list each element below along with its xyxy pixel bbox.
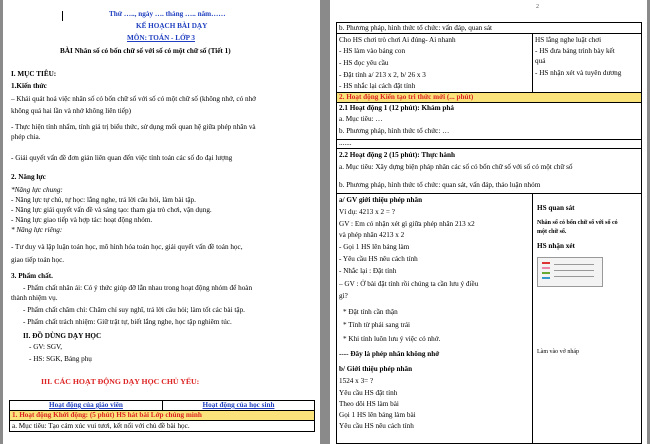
teacher-content: - Gọi 1 HS lên bảng làm [339,243,410,251]
competence-line: - Tư duy và lập luận toán học, mô hình hóa toán học, giải quyết vấn đề toán học, [11,243,243,251]
text-cursor [62,11,63,21]
teacher-step: - HS làm vào bảng con [339,47,406,55]
teacher-content: * Tính từ phải sang trái [343,321,411,329]
teacher-content: Gọi 1 HS lên bảng làm bài [339,411,416,419]
materials-line: - HS: SGK, Bảng phụ [29,355,92,363]
page-number: 2 [536,4,539,10]
teacher-content: Yêu cầu HS đặt tính [339,389,398,397]
header-title: KẾ HOẠCH BÀI DẠY [136,22,208,30]
teacher-content: 1524 x 3= ? [339,377,374,385]
student-content: HS nhận xét [537,242,575,250]
teacher-content: - Yêu cầu HS nêu cách tính [339,255,418,263]
worksheet-thumbnail [537,257,603,287]
activity-2-2-objective: a. Mục tiêu: Xây dựng biện pháp nhân các số có bốn chữ số với số có một chữ số [339,163,573,171]
student-content: Làm vào vở nháp [537,349,579,355]
activity-2-2-title: 2.2 Hoạt động 2 (15 phút): Thực hành [339,151,456,159]
table-header-teacher: Hoạt động của giáo viên [49,401,123,409]
teacher-content: - Nhắc lại : Đặt tính [339,267,397,275]
teacher-content: Ví dụ: 4213 x 2 = ? [339,208,395,216]
teacher-content: * Khi tính luôn lưu ý việc có nhớ. [343,335,441,343]
teacher-step: - HS nhắc lại cách đặt tính [339,82,416,90]
table-header-student: Hoạt động của học sinh [202,401,275,409]
knowledge-line: - Giải quyết vấn đề đơn giản liên quan đến việc tính toán các số đo đại lượng [11,154,233,162]
competence-line: giao tiếp toán học. [11,256,65,264]
section-objectives: I. MỤC TIÊU: [11,70,57,78]
teacher-content: ---- Đây là phép nhân không nhớ [339,350,440,358]
quality-line: - Phẩm chất nhân ái: Có ý thức giúp đỡ lẫn nhau trong hoạt động nhóm để hoàn [23,284,253,292]
section-materials: II. ĐỒ DÙNG DẠY HỌC [23,332,102,340]
quality-line: thành nhiệm vụ. [11,294,58,302]
teacher-content: – GV : Ở bài đặt tính rồi chúng ta cần lưu ý điều [339,280,479,288]
subsection-qualities: 3. Phẩm chất. [11,272,53,280]
header-date: Thứ ….., ngày …. tháng ….. năm…… [109,10,226,18]
teacher-content: GV : Em có nhận xét gì giữa phép nhân 213 x2 [339,220,475,228]
teacher-content: và phép nhân 4213 x 2 [339,231,405,239]
section-activities: III. CÁC HOẠT ĐỘNG DẠY HỌC CHỦ YẾU: [41,377,200,386]
knowledge-line: – Khái quát hoá việc nhân số có bốn chữ số với số có một chữ số (không nhớ, có nhớ [11,95,256,103]
knowledge-line: - Thực hiện tính nhẩm, tính giá trị biểu thức, sử dụng mối quan hệ giữa phép nhân và [11,123,256,131]
quality-line: - Phẩm chất trách nhiệm: Giữ trật tự, biết lắng nghe, học tập nghiêm túc. [23,318,232,326]
quality-line: - Phẩm chất chăm chỉ: Chăm chỉ suy nghĩ, trả lời câu hỏi; làm tốt các bài tập. [23,306,245,314]
activity-1-title: 1. Hoạt động Khởi động: (5 phút) HS hát bài Lớp chúng mình [12,411,202,419]
activity-2-1-objective: a. Mục tiêu: … [339,115,383,123]
activity-2-2-method: b. Phương pháp, hình thức tổ chức: quan sát, vấn đáp, thảo luận nhóm [339,181,541,189]
knowledge-line: không quá hai lần và nhớ không liên tiếp) [11,107,131,115]
header-lesson: BÀI Nhân số có bốn chữ số với số có một chữ số (Tiết 1) [60,47,231,55]
method-line: b. Phương pháp, hình thức tổ chức: vấn đáp, quan sát [339,24,493,32]
teacher-content: Yêu cầu HS nêu cách tính [339,422,414,430]
knowledge-line: phép chia. [11,133,41,141]
materials-line: - GV: SGV, [29,343,63,351]
document-page-1 [3,0,320,444]
student-step: - HS nhận xét và tuyên dương [535,69,622,77]
teacher-content: Theo dõi HS làm bài [339,400,399,408]
teacher-content: gì? [339,292,348,300]
teacher-content: b/ Giới thiệu phép nhân [339,365,413,373]
teacher-content: a/ GV giới thiệu phép nhân [339,196,423,204]
teacher-step: - HS đọc yêu cầu [339,59,389,67]
student-step: HS lắng nghe luật chơi [535,36,602,44]
subsection-competence: 2. Năng lực [11,173,46,181]
header-subject: MÔN: TOÁN - LỚP 3 [127,34,196,42]
student-content: HS quan sát [537,204,575,212]
competence-line: - Năng lực tự chủ, tự học: lắng nghe, trả lời câu hỏi, làm bài tập. [11,196,196,204]
competence-specific-label: * Năng lực riêng: [11,226,63,234]
student-step: quả [535,57,546,65]
student-step: - HS đưa bảng trình bày kết [535,47,615,55]
ellipsis-row: ....... [339,139,352,147]
student-content: một chữ số. [537,229,567,235]
student-content: Nhân số có bốn chữ số với số có [537,220,618,226]
teacher-content: * Đặt tính cần thận [343,308,398,316]
activity-2-1-method: b. Phương pháp, hình thức tổ chức: … [339,127,450,135]
activity-1-objective: a. Mục tiêu: Tạo cảm xúc vui tươi, kết nối với chủ đề bài học. [12,422,190,430]
activity-2-title: 2. Hoạt động Kiến tạo tri thức mới (... phút) [339,93,474,101]
activity-2-1-title: 2.1 Hoạt động 1 (12 phút): Khám phá [339,104,455,112]
competence-general-label: *Năng lực chung: [11,186,63,194]
subsection-knowledge: 1.Kiến thức [11,82,47,90]
document-page-2 [330,0,647,444]
competence-line: - Năng lực giải quyết vấn đề và sáng tạo: tham gia trò chơi, vận dụng. [11,206,212,214]
competence-line: - Năng lực giao tiếp và hợp tác: hoạt động nhóm. [11,216,153,224]
teacher-step: - Đặt tính a/ 213 x 2, b/ 26 x 3 [339,71,426,79]
teacher-step: Cho HS chơi trò chơi Ai đúng- Ai nhanh [339,36,456,44]
